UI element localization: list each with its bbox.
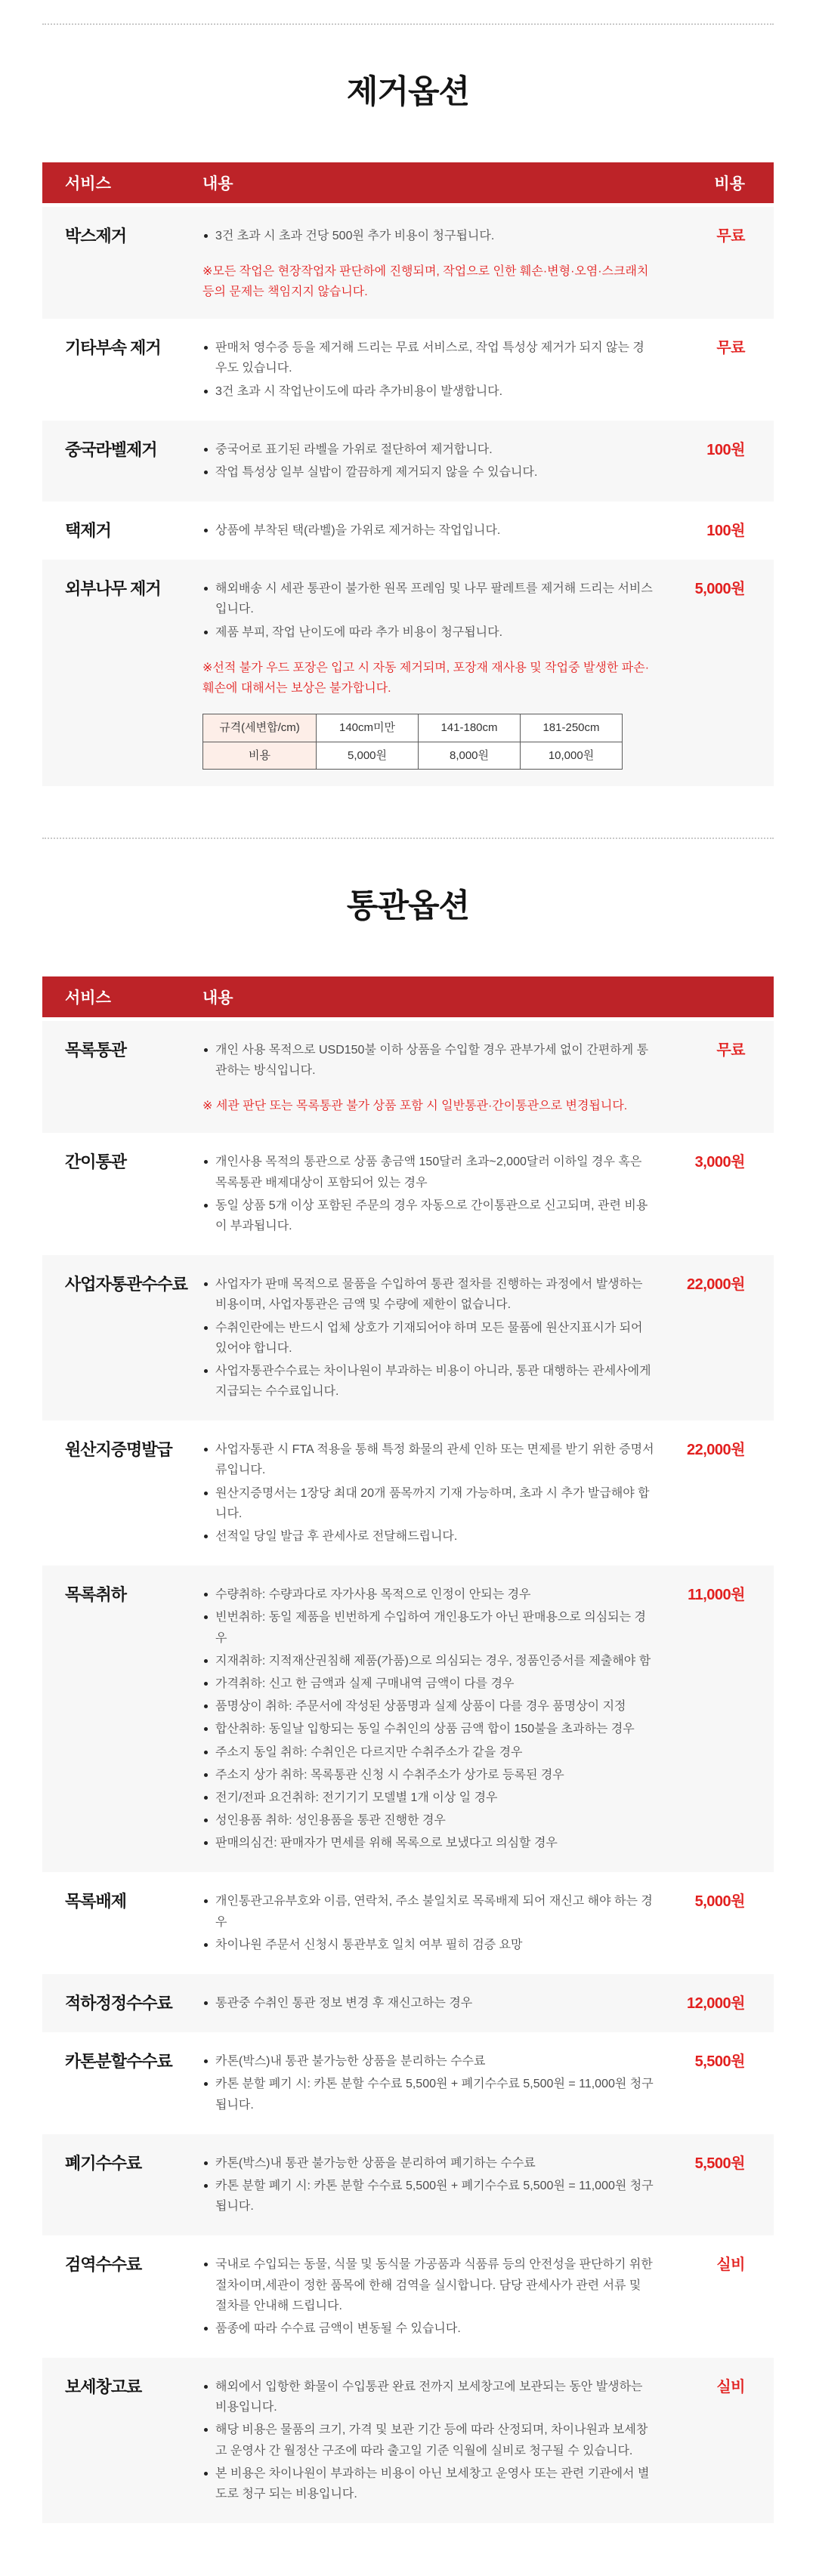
bullet-item: 판매의심건: 판매자가 면세를 위해 목록으로 보냈다고 의심할 경우 xyxy=(202,1833,656,1853)
bullet-item: 해외배송 시 세관 통관이 불가한 원목 프레임 및 나무 팔레트를 제거해 드리는 서비스입니다. xyxy=(202,578,656,619)
bullet-item: 전기/전파 요건취하: 전기기기 모델별 1개 이상 일 경우 xyxy=(202,1788,656,1808)
size-price-cell: 140cm미만 xyxy=(317,714,419,742)
bullet-item: 주소지 동일 취하: 수취인은 다르지만 수취주소가 같을 경우 xyxy=(202,1742,656,1763)
bullet-list xyxy=(202,1274,656,1402)
column-header-service: 서비스 xyxy=(65,989,111,1007)
cost-value: 100원 xyxy=(706,523,745,540)
row-content xyxy=(202,1272,660,1404)
cost-value: 11,000원 xyxy=(688,1587,745,1604)
row-content xyxy=(202,2252,660,2341)
service-name: 사업자통관수수료 xyxy=(65,1275,188,1294)
row-content xyxy=(202,1889,660,1957)
page xyxy=(42,23,774,2576)
bullet-item: 주소지 상가 취하: 목록통관 신청 시 수취주소가 상가로 등록된 경우 xyxy=(202,1765,656,1785)
size-price-cell: 비용 xyxy=(203,742,317,770)
warning-note: ※모든 작업은 현장작업자 판단하에 진행되며, 작업으로 인한 훼손·변형·오염·스크래치 등의 문제는 책임지지 않습니다. xyxy=(202,264,649,298)
cost-value: 5,500원 xyxy=(694,2053,745,2071)
removal-options-table xyxy=(42,162,774,787)
cost-value: 무료 xyxy=(716,1041,745,1059)
section-divider xyxy=(42,838,774,839)
section-removal-options xyxy=(42,23,774,786)
bullet-list xyxy=(202,1891,656,1955)
table-row xyxy=(42,2235,774,2358)
cost-value: 실비 xyxy=(716,2379,745,2396)
table-row xyxy=(42,319,774,421)
service-name: 폐기수수료 xyxy=(65,2153,142,2173)
bullet-item: 3건 초과 시 초과 건당 500원 추가 비용이 청구됩니다. xyxy=(202,226,656,246)
section-divider xyxy=(42,23,774,25)
table-row xyxy=(42,421,774,501)
column-header-cost: 비용 xyxy=(714,174,745,193)
cost-value: 12,000원 xyxy=(687,1995,745,2012)
cost-value: 무료 xyxy=(716,227,745,245)
bullet-list xyxy=(202,1152,656,1236)
cost-value: 22,000원 xyxy=(687,1276,745,1294)
bullet-item: 수취인란에는 반드시 업체 상호가 기재되어야 하며 모든 물품에 원산지표시가 되어 있어야 합니다. xyxy=(202,1318,656,1359)
cost-value: 5,500원 xyxy=(694,2155,745,2172)
bullet-item: 카톤(박스)내 통관 불가능한 상품을 분리하여 폐기하는 수수료 xyxy=(202,2153,656,2173)
bullet-item: 통관중 수취인 통관 정보 변경 후 재신고하는 경우 xyxy=(202,1993,656,2013)
table-body xyxy=(42,207,774,787)
service-name: 간이통관 xyxy=(65,1152,127,1172)
bullet-list xyxy=(202,338,656,402)
bullet-list xyxy=(202,1993,656,2013)
bullet-item: 원산지증명서는 1장당 최대 20개 품목까지 기재 가능하며, 초과 시 추가 발급해야 합니다. xyxy=(202,1483,656,1524)
bullet-list xyxy=(202,2153,656,2217)
bullet-list xyxy=(202,2254,656,2339)
row-content xyxy=(202,2374,660,2507)
row-content xyxy=(202,2151,660,2220)
bullet-item: 성인용품 취하: 성인용품을 통관 진행한 경우 xyxy=(202,1810,656,1831)
cost-value: 5,000원 xyxy=(694,581,745,598)
bullet-item: 상품에 부착된 택(라벨)을 가위로 제거하는 작업입니다. xyxy=(202,520,656,541)
service-name: 보세창고료 xyxy=(65,2377,142,2397)
row-content xyxy=(202,518,660,543)
table-row xyxy=(42,1566,774,1872)
bullet-item: 판매처 영수증 등을 제거해 드리는 무료 서비스로, 작업 특성상 제거가 되지 않는 경우도 있습니다. xyxy=(202,338,656,378)
customs-options-table xyxy=(42,976,774,2523)
bullet-item: 차이나원 주문서 신청시 통관부호 일치 여부 필히 검증 요망 xyxy=(202,1935,656,1955)
bullet-item: 카톤 분할 폐기 시: 카톤 분할 수수료 5,500원 + 폐기수수료 5,500원 = 11,000원 청구 됩니다. xyxy=(202,2176,656,2217)
row-content xyxy=(202,576,660,770)
page-title: 제거옵션 xyxy=(346,74,470,110)
table-row xyxy=(42,1974,774,2032)
bullet-item: 지재취하: 지적재산권침해 제품(가품)으로 의심되는 경우, 정품인증서를 제출해야 함 xyxy=(202,1651,656,1671)
cost-value: 100원 xyxy=(706,441,745,458)
service-name: 목록통관 xyxy=(65,1040,127,1060)
bullet-item: 제품 부피, 작업 난이도에 따라 추가 비용이 청구됩니다. xyxy=(202,622,656,643)
page-title: 통관옵션 xyxy=(346,888,470,925)
bullet-item: 가격취하: 신고 한 금액과 실제 구매내역 금액이 다를 경우 xyxy=(202,1674,656,1694)
bullet-item: 본 비용은 차이나원이 부과하는 비용이 아닌 보세창고 운영사 또는 관련 기관에서 별도로 청구 되는 비용입니다. xyxy=(202,2463,656,2504)
bullet-item: 수량취하: 수량과다로 자가사용 목적으로 인정이 안되는 경우 xyxy=(202,1584,656,1605)
service-name: 적하정정수수료 xyxy=(65,1994,172,2013)
warning-note: ※선적 불가 우드 포장은 입고 시 자동 제거되며, 포장재 재사용 및 작업중 발생한 파손·훼손에 대해서는 보상은 불가합니다. xyxy=(202,661,650,696)
table-row xyxy=(42,1872,774,1974)
bullet-item: 합산취하: 동일날 입항되는 동일 수취인의 상품 금액 합이 150불을 초과하는 경우 xyxy=(202,1719,656,1739)
warning-note: ※ 세관 판단 또는 목록통관 불가 상품 포함 시 일반통관·간이통관으로 변경됩니다. xyxy=(202,1100,628,1113)
column-header-service: 서비스 xyxy=(65,174,111,193)
service-name: 목록취하 xyxy=(65,1585,127,1605)
bullet-item: 개인사용 목적의 통관으로 상품 총금액 150달러 초과~2,000달러 이하일 경우 혹은 목록통관 배제대상이 포함되어 있는 경우 xyxy=(202,1152,656,1192)
bullet-item: 선적일 당일 발급 후 관세사로 전달해드립니다. xyxy=(202,1526,656,1547)
row-content xyxy=(202,1149,660,1239)
bullet-item: 카톤 분할 폐기 시: 카톤 분할 수수료 5,500원 + 폐기수수료 5,500원 = 11,000원 청구 됩니다. xyxy=(202,2074,656,2115)
column-header-content: 내용 xyxy=(202,989,233,1007)
size-price-cell: 10,000원 xyxy=(521,742,623,770)
cost-value: 실비 xyxy=(716,2257,745,2274)
size-price-row xyxy=(203,742,623,770)
row-content xyxy=(202,437,660,485)
table-row xyxy=(42,2358,774,2523)
bullet-item: 사업자가 판매 목적으로 물품을 수입하여 통관 절차를 진행하는 과정에서 발생하는 비용이며, 사업자통관은 금액 및 수량에 제한이 없습니다. xyxy=(202,1274,656,1315)
table-header xyxy=(42,976,774,1017)
bullet-list xyxy=(202,226,656,246)
table-row xyxy=(42,1255,774,1421)
row-content xyxy=(202,335,660,404)
bullet-list xyxy=(202,2377,656,2504)
service-name: 택제거 xyxy=(65,521,111,541)
bullet-item: 중국어로 표기된 라벨을 가위로 절단하여 제거합니다. xyxy=(202,440,656,460)
row-content xyxy=(202,1437,660,1549)
bullet-list xyxy=(202,1040,656,1081)
bullet-item: 해외에서 입항한 화물이 수입통관 완료 전까지 보세창고에 보관되는 동안 발생하는 비용입니다. xyxy=(202,2377,656,2417)
service-name: 원산지증명발급 xyxy=(65,1440,172,1460)
table-row xyxy=(42,207,774,319)
size-price-cell: 규격(세변합/cm) xyxy=(203,714,317,742)
bullet-list xyxy=(202,2051,656,2115)
bullet-item: 품종에 따라 수수료 금액이 변동될 수 있습니다. xyxy=(202,2318,656,2339)
bullet-item: 해당 비용은 물품의 크기, 가격 및 보관 기간 등에 따라 산정되며, 차이나원과 보세창고 운영사 간 월정산 구조에 따라 출고일 기준 익월에 실비로 청구될 수 있습니다. xyxy=(202,2420,656,2460)
table-row xyxy=(42,2032,774,2134)
table-row xyxy=(42,2134,774,2236)
service-name: 외부나무 제거 xyxy=(65,579,161,599)
bullet-item: 빈번취하: 동일 제품을 빈번하게 수입하여 개인용도가 아닌 판매용으로 의심되는 경우 xyxy=(202,1607,656,1648)
service-name: 기타부속 제거 xyxy=(65,338,161,358)
cost-value: 3,000원 xyxy=(694,1154,745,1171)
bullet-list xyxy=(202,440,656,483)
row-content xyxy=(202,1038,660,1117)
bullet-item: 사업자통관수수료는 차이나원이 부과하는 비용이 아니라, 통관 대행하는 관세사에게 지급되는 수수료입니다. xyxy=(202,1361,656,1402)
size-price-cell: 181-250cm xyxy=(521,714,623,742)
cost-value: 22,000원 xyxy=(687,1442,745,1459)
table-row xyxy=(42,1021,774,1134)
bullet-item: 작업 특성상 일부 실밥이 깔끔하게 제거되지 않을 수 있습니다. xyxy=(202,462,656,483)
bullet-list xyxy=(202,1439,656,1547)
bullet-item: 사업자통관 시 FTA 적용을 통해 특정 화물의 관세 인하 또는 면제를 받기 위한 증명서류입니다. xyxy=(202,1439,656,1480)
service-name: 중국라벨제거 xyxy=(65,440,157,459)
service-name: 목록배제 xyxy=(65,1892,127,1911)
bullet-item: 개인 사용 목적으로 USD150불 이하 상품을 수입할 경우 관부가세 없이 간편하게 통관하는 방식입니다. xyxy=(202,1040,656,1081)
cost-value: 5,000원 xyxy=(694,1893,745,1911)
bullet-list xyxy=(202,578,656,643)
section-customs-options xyxy=(42,838,774,2523)
row-content xyxy=(202,224,660,303)
table-header xyxy=(42,162,774,203)
bullet-item: 국내로 수입되는 동물, 식물 및 동식물 가공품과 식품류 등의 안전성을 판단하기 위한 절차이며,세관이 정한 품목에 한해 검역을 실시합니다. 담당 관세사가 관련 서류 및 절차를 안내해 드립니다. xyxy=(202,2254,656,2316)
service-name: 검역수수료 xyxy=(65,2255,142,2275)
table-body xyxy=(42,1021,774,2523)
table-row xyxy=(42,501,774,560)
table-row xyxy=(42,1421,774,1566)
bullet-item: 동일 상품 5개 이상 포함된 주문의 경우 자동으로 간이통관으로 신고되며, 관련 비용이 부과됩니다. xyxy=(202,1195,656,1236)
row-content xyxy=(202,1991,660,2016)
table-row xyxy=(42,560,774,786)
service-name: 카톤분할수수료 xyxy=(65,2052,172,2072)
size-price-cell: 141-180cm xyxy=(419,714,521,742)
bullet-item: 품명상이 취하: 주문서에 작성된 상품명과 실제 상품이 다를 경우 품명상이 지정 xyxy=(202,1696,656,1717)
bullet-list xyxy=(202,520,656,541)
bullet-list xyxy=(202,1584,656,1853)
size-price-cell: 8,000원 xyxy=(419,742,521,770)
column-header-content: 내용 xyxy=(202,174,233,193)
table-row xyxy=(42,1133,774,1255)
bullet-item: 3건 초과 시 작업난이도에 따라 추가비용이 발생합니다. xyxy=(202,381,656,402)
bullet-item: 카톤(박스)내 통관 불가능한 상품을 분리하는 수수료 xyxy=(202,2051,656,2072)
size-price-row xyxy=(203,714,623,742)
service-name: 박스제거 xyxy=(65,226,127,245)
row-content xyxy=(202,1582,660,1856)
size-price-table xyxy=(202,714,623,770)
size-price-cell: 5,000원 xyxy=(317,742,419,770)
cost-value: 무료 xyxy=(716,340,745,357)
bullet-item: 개인통관고유부호와 이름, 연락처, 주소 불일치로 목록배제 되어 재신고 해야 하는 경우 xyxy=(202,1891,656,1932)
row-content xyxy=(202,2049,660,2118)
